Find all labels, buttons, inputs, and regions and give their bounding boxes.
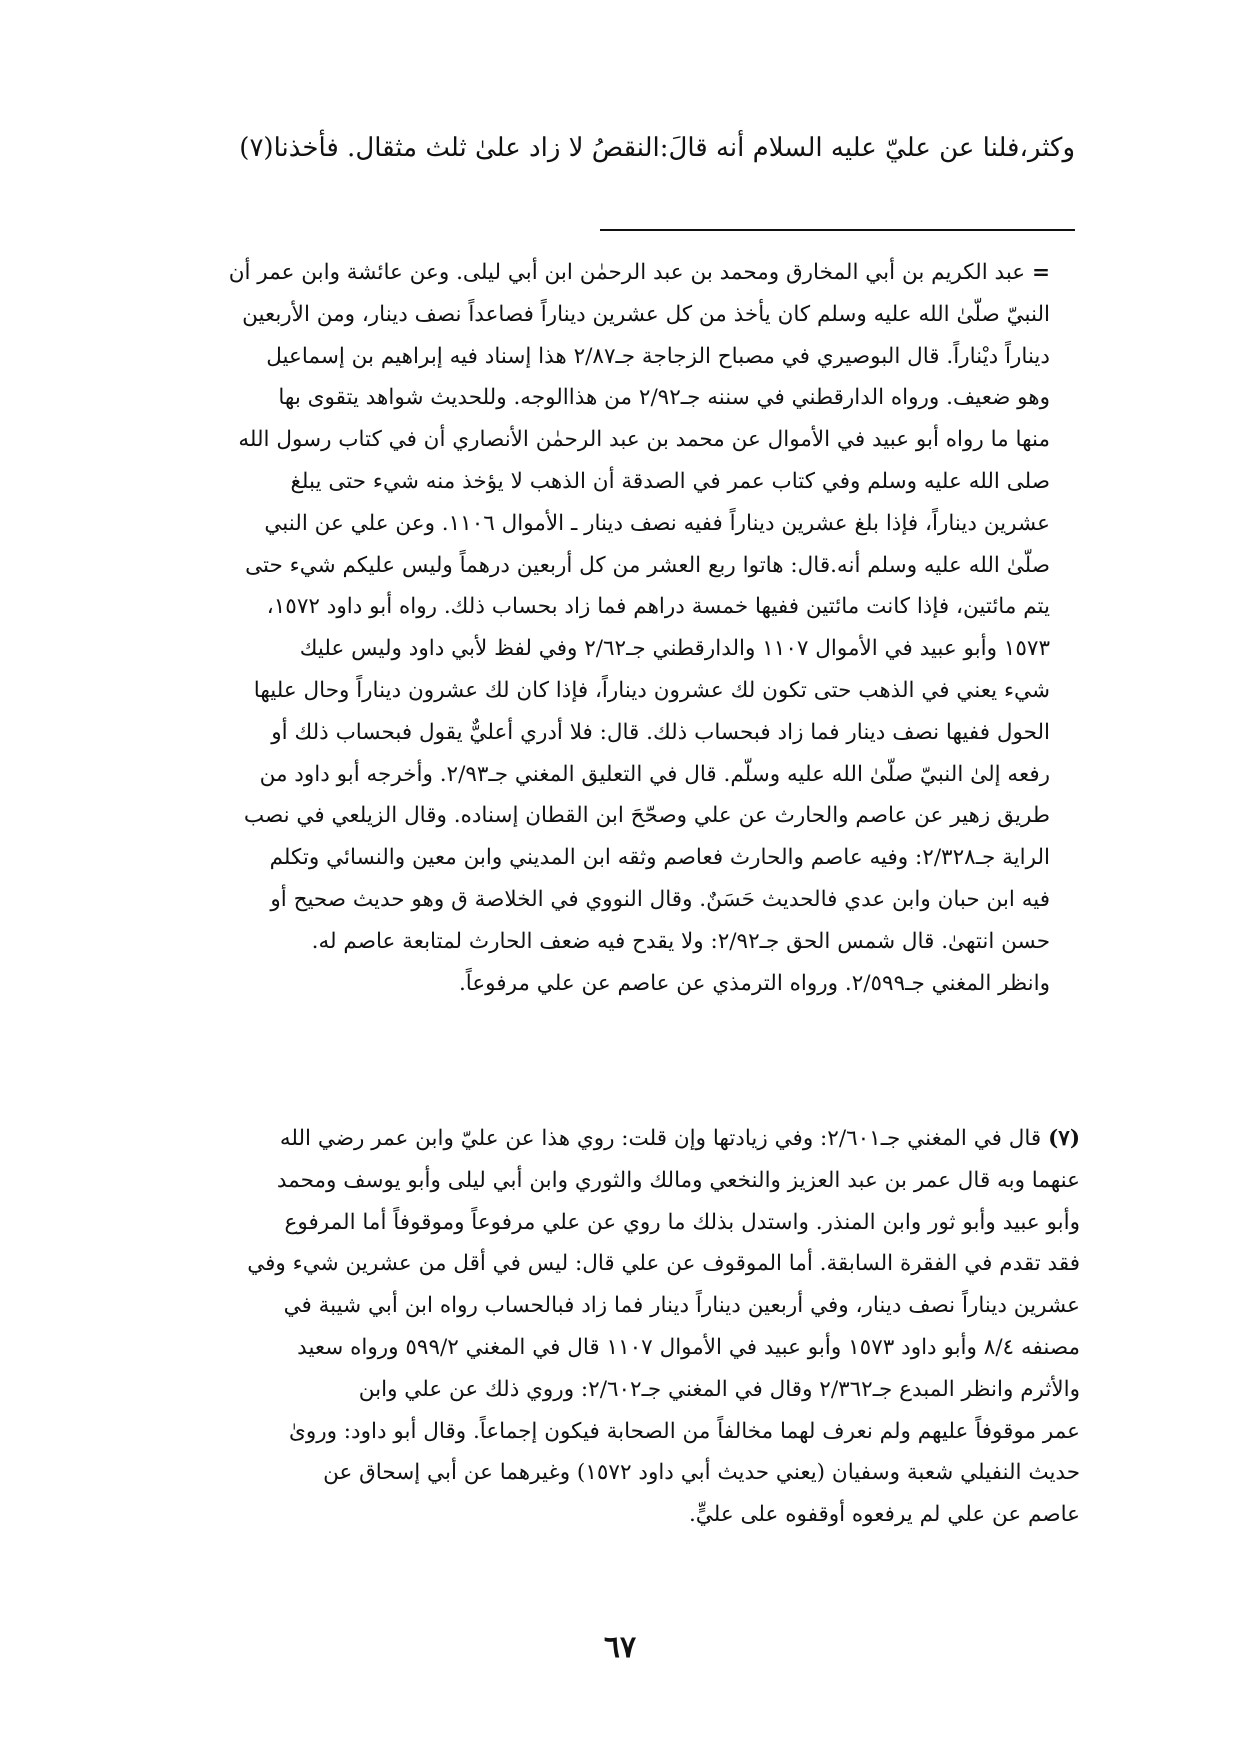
footnote-line: النبيّ صلّىٰ الله عليه وسلم كان يأخذ من كل عشرين ديناراً فصاعداً نصف دينار، ومن الأربعين: [242, 301, 1050, 327]
footnote-line: فيه ابن حبان وابن عدي فالحديث حَسَنٌ. وقال النووي في الخلاصة ق وهو حديث صحيح أو: [270, 886, 1050, 912]
footnote-line: يتم مائتين، فإذا كانت مائتين ففيها خمسة دراهم فما زاد بحساب ذلك. رواه أبو داود ١٥٧٢،: [266, 594, 1050, 620]
footnote-line: عشرين ديناراً نصف دينار، وفي أربعين ديناراً دينار فما زاد فبالحساب رواه ابن أبي شيبة في: [283, 1293, 1080, 1319]
footnote-line: منها ما رواه أبو عبيد في الأموال عن محمد بن عبد الرحمٰن الأنصاري أن في كتاب رسول الله: [238, 427, 1050, 453]
footnote-line: مصنفه ٨/٤ وأبو داود ١٥٧٣ وأبو عبيد في الأموال ١١٠٧ قال في المغني ٥٩٩/٢ ورواه سعيد: [297, 1334, 1080, 1360]
footnote-line: حديث النفيلي شعبة وسفيان (يعني حديث أبي داود ١٥٧٢) وغيرهما عن أبي إسحاق عن: [323, 1460, 1080, 1486]
footnote-line: حسن انتهىٰ. قال شمس الحق جـ٢/٩٢: ولا يقدح فيه ضعف الحارث لمتابعة عاصم له.: [311, 928, 1050, 954]
footnote-line: عاصم عن علي لم يرفعوه أوقفوه على عليٍّ.: [688, 1502, 1080, 1528]
footnote-line: رفعه إلىٰ النبيّ صلّىٰ الله عليه وسلّم. قال في التعليق المغني جـ٢/٩٣. وأخرجه أبو داود من: [259, 761, 1050, 787]
continuation-marker: =: [1031, 260, 1050, 285]
footnote-line: الحول ففيها نصف دينار فما زاد فبحساب ذلك. قال: فلا أدري أعليٌّ يقول فبحساب ذلك أو: [271, 719, 1050, 745]
footnote-line: ديناراً ديْناراً. قال البوصيري في مصباح الزجاجة جـ٢/٨٧ هذا إسناد فيه إبراهيم بن إسماعيل: [266, 343, 1050, 369]
footnote-line: وانظر المغني جـ٢/٥٩٩. ورواه الترمذي عن عاصم عن علي مرفوعاً.: [458, 970, 1050, 996]
footnote-separator: [600, 229, 1075, 231]
footnote-line: صلّىٰ الله عليه وسلم أنه.قال: هاتوا ربع العشر من كل أربعين درهماً وليس عليكم شيء حتى: [245, 552, 1050, 578]
main-text-line: وكثر،فلنا عن عليّ عليه السلام أنه قالَ:النقصُ لا زاد علىٰ ثلث مثقال. فأخذنا(٧): [239, 133, 1075, 163]
footnote-line: ١٥٧٣ وأبو عبيد في الأموال ١١٠٧ والدارقطني جـ٢/٦٢ وفي لفظ لأبي داود وليس عليك: [299, 636, 1050, 662]
footnote-7: [150, 1118, 1080, 1536]
footnote-line: عمر موقوفاً عليهم ولم نعرف لهما مخالفاً من الصحابة فيكون إجماعاً. وقال أبو داود: وروىٰ: [288, 1418, 1080, 1444]
footnote-line: عنهما وبه قال عمر بن عبد العزيز والنخعي ومالك والثوري وابن أبي ليلى وأبو يوسف ومحمد: [276, 1167, 1080, 1193]
footnote-line: طريق زهير عن عاصم والحارث عن علي وصحّحَ ابن القطان إسناده. وقال الزيلعي في نصب: [243, 803, 1050, 829]
footnote-line: (٧) قال في المغني جـ٢/٦٠١: وفي زيادتها وإن قلت: روي هذا عن عليّ وابن عمر رضي الله: [279, 1126, 1080, 1151]
footnote-line: عشرين ديناراً، فإذا بلغ عشرين ديناراً ففيه نصف دينار ـ الأموال ١١٠٦. وعن علي عن النبي: [264, 510, 1050, 536]
footnote-line: صلى الله عليه وسلم وفي كتاب عمر في الصدقة أن الذهب لا يؤخذ منه شيء حتى يبلغ: [290, 468, 1050, 494]
footnote-7-marker: (٧): [1048, 1126, 1080, 1151]
footnote-line: والأثرم وانظر المبدع جـ٢/٣٦٢ وقال في المغني جـ٢/٦٠٢: وروي ذلك عن علي وابن: [358, 1376, 1080, 1402]
footnote-line: = عبد الكريم بن أبي المخارق ومحمد بن عبد الرحمٰن ابن أبي ليلى. وعن عائشة وابن عمر أن: [228, 260, 1050, 285]
footnote-line: وهو ضعيف. ورواه الدارقطني في سننه جـ٢/٩٢ من هذاالوجه. وللحديث شواهد يتقوى بها: [278, 385, 1050, 411]
footnote-line: فقد تقدم في الفقرة السابقة. أما الموقوف عن علي قال: ليس في أقل من عشرين شيء وفي: [247, 1251, 1080, 1277]
footnote-line: وأبو عبيد وأبو ثور وابن المنذر. واستدل بذلك ما روي عن علي مرفوعاً وموقوفاً أما المرفوع: [284, 1209, 1080, 1235]
footnote-line: شيء يعني في الذهب حتى تكون لك عشرون ديناراً، فإذا كان لك عشرون ديناراً وحال عليها: [253, 677, 1050, 703]
footnote-continuation: [150, 252, 1050, 1004]
footnote-line: الراية جـ٢/٣٢٨: وفيه عاصم والحارث فعاصم وثقه ابن المديني وابن معين والنسائي وتكلم: [269, 845, 1050, 871]
page-number: ٦٧: [603, 1630, 637, 1665]
